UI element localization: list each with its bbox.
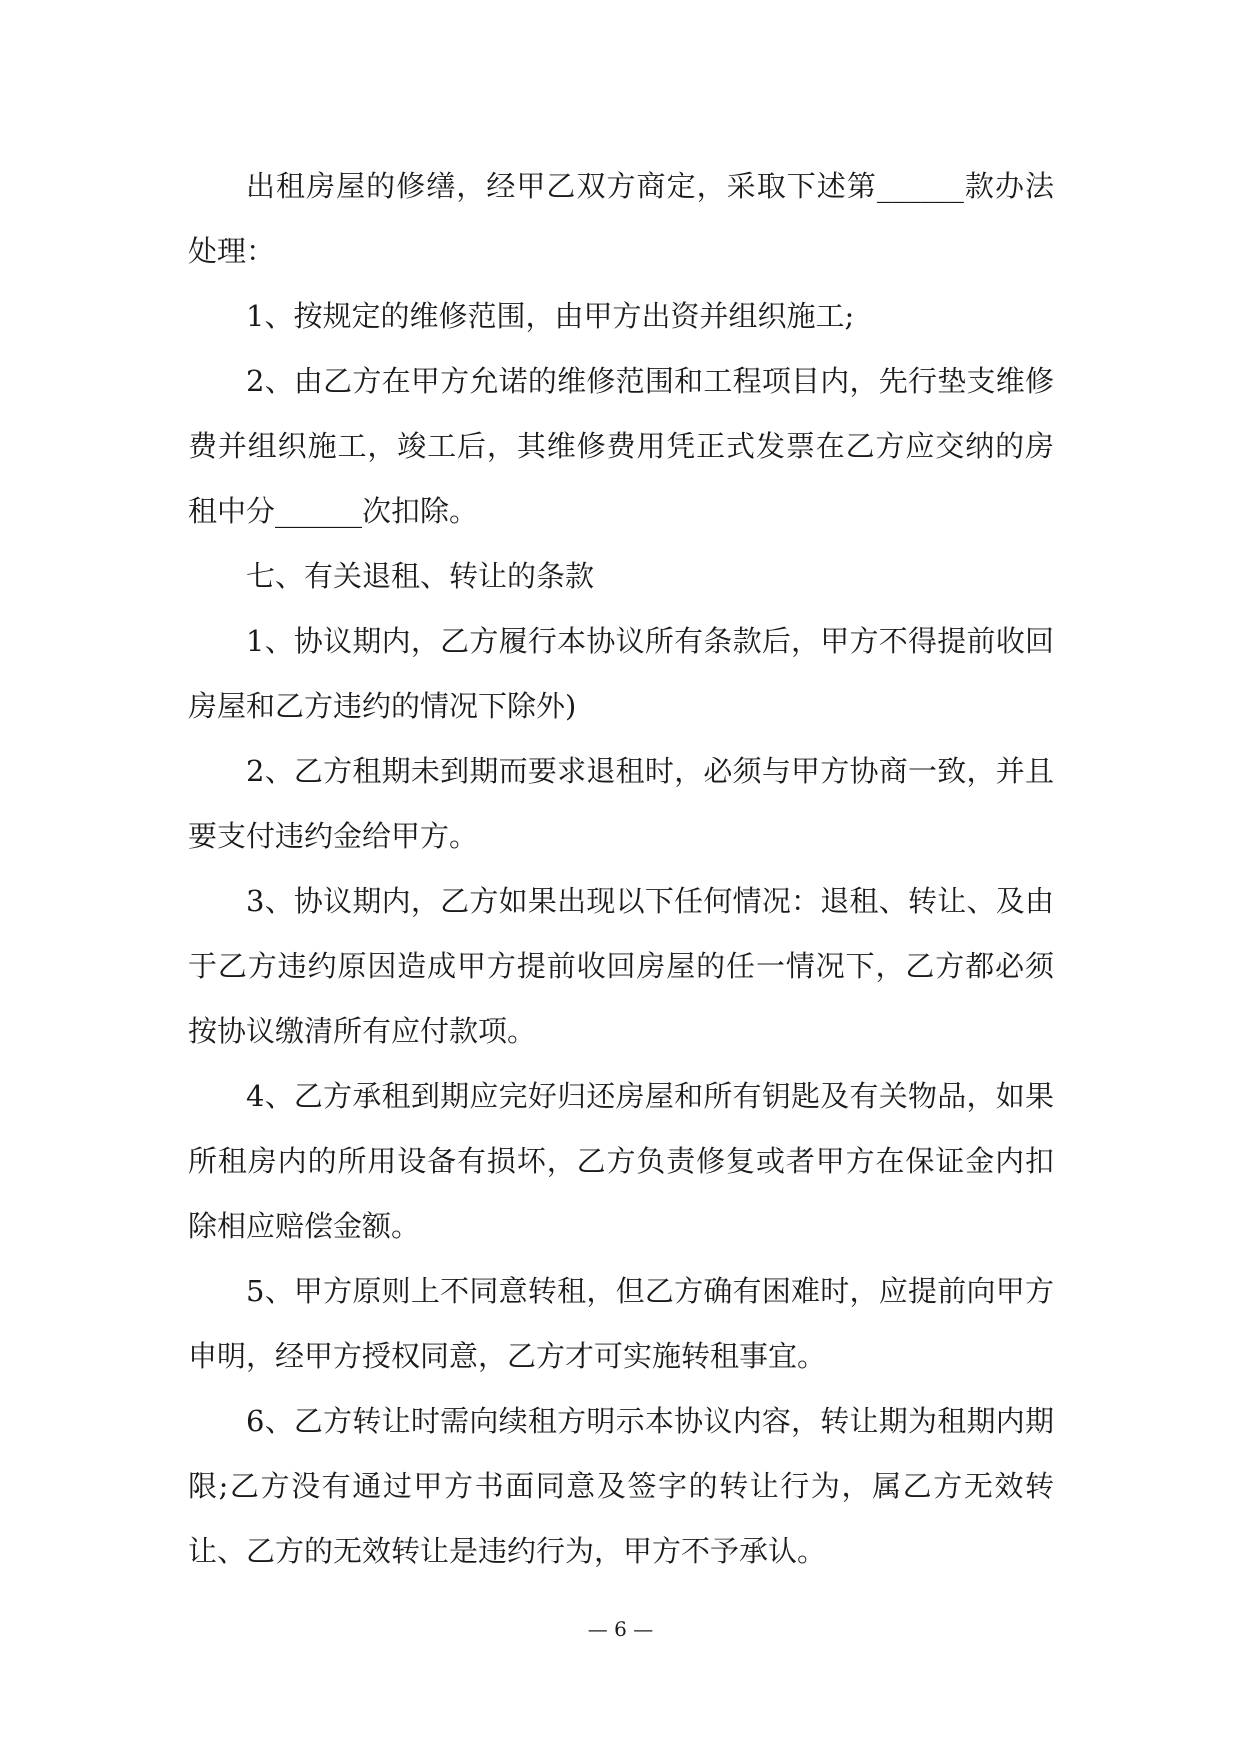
paragraph-repair-option-2: 2、由乙方在甲方允诺的维修范围和工程项目内，先行垫支维修费并组织施工，竣工后，其维修费用凭正式发票在乙方应交纳的房租中分______次扣除。 <box>188 364 1054 528</box>
paragraph-termination-1: 1、协议期内，乙方履行本协议所有条款后，甲方不得提前收回房屋和乙方违约的情况下除外) <box>188 624 1054 723</box>
paragraph-termination-3: 3、协议期内，乙方如果出现以下任何情况：退租、转让、及由于乙方违约原因造成甲方提前收回房屋的任一情况下，乙方都必须按协议缴清所有应付款项。 <box>188 884 1054 1048</box>
paragraph-termination-6: 6、乙方转让时需向续租方明示本协议内容，转让期为租期内期限;乙方没有通过甲方书面同意及签字的转让行为，属乙方无效转让、乙方的无效转让是违约行为，甲方不予承认。 <box>188 1404 1054 1568</box>
paragraph-repair-terms: 出租房屋的修缮，经甲乙双方商定，采取下述第______款办法处理： <box>188 169 1054 268</box>
paragraph-termination-2: 2、乙方租期未到期而要求退租时，必须与甲方协商一致，并且要支付违约金给甲方。 <box>188 754 1054 853</box>
paragraph-repair-option-1: 1、按规定的维修范围，由甲方出资并组织施工; <box>246 299 855 333</box>
document-body <box>188 154 1054 1584</box>
section-heading-termination: 七、有关退租、转让的条款 <box>246 559 595 593</box>
page-number: — 6 — <box>587 1617 654 1641</box>
paragraph-termination-5: 5、甲方原则上不同意转租，但乙方确有困难时，应提前向甲方申明，经甲方授权同意，乙方才可实施转租事宜。 <box>188 1274 1054 1373</box>
paragraph-termination-4: 4、乙方承租到期应完好归还房屋和所有钥匙及有关物品，如果所租房内的所用设备有损坏，乙方负责修复或者甲方在保证金内扣除相应赔偿金额。 <box>188 1079 1054 1243</box>
